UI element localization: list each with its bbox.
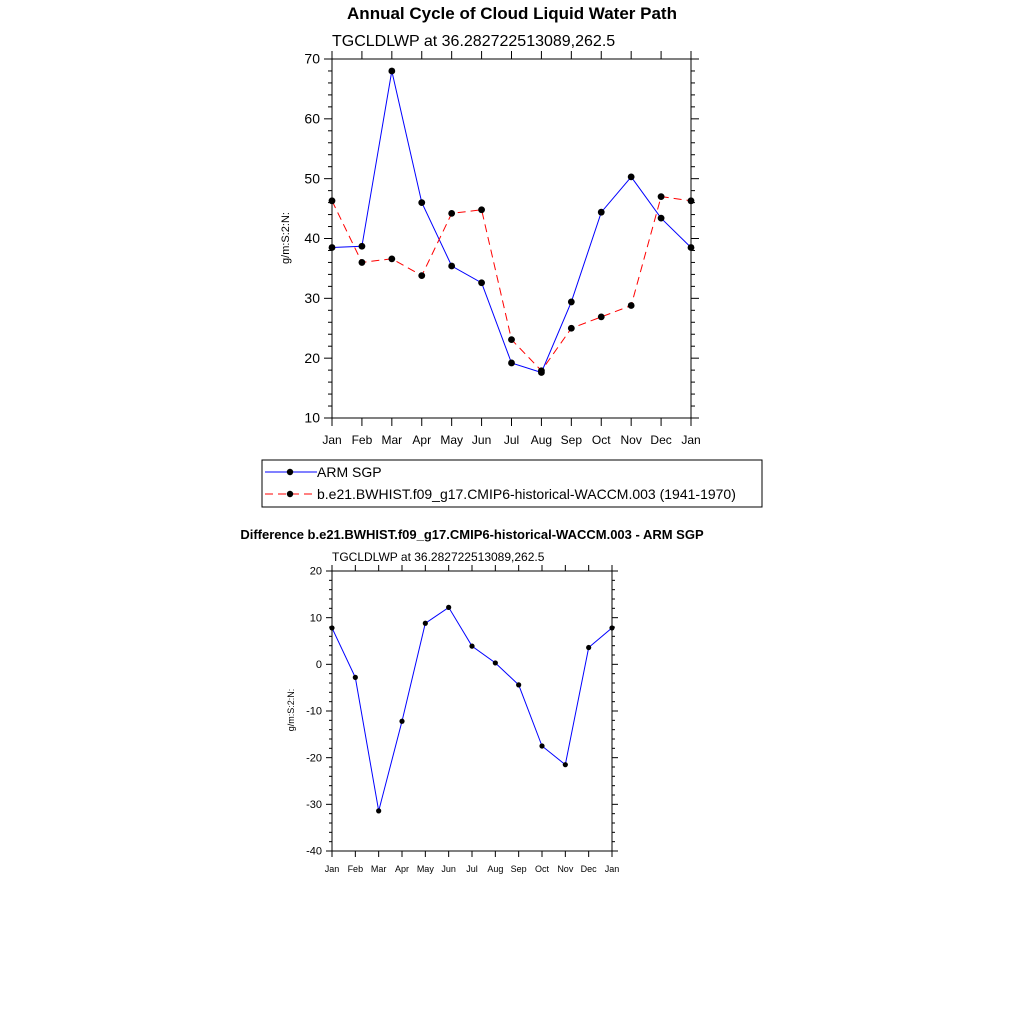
x-tick-label: Oct	[591, 433, 611, 447]
x-tick-label: Mar	[370, 864, 387, 874]
data-point	[493, 660, 498, 665]
data-point	[446, 605, 451, 610]
x-tick-label: Jan	[604, 864, 620, 874]
x-tick-label: Jul	[503, 433, 520, 447]
data-point	[448, 210, 455, 217]
y-tick-label: -30	[306, 799, 322, 811]
data-point	[538, 367, 545, 374]
x-tick-label: Jun	[441, 864, 456, 874]
legend-marker-model	[287, 491, 293, 497]
y-tick-label: -40	[306, 845, 322, 858]
legend-label-model: b.e21.BWHIST.f09_g17.CMIP6-historical-WACCM.003 (1941-1970)	[317, 486, 736, 502]
plot-marks	[329, 68, 695, 376]
y-tick-label: 40	[304, 230, 320, 247]
x-tick-label: Nov	[620, 433, 642, 447]
data-point	[478, 279, 485, 286]
data-point	[399, 719, 404, 724]
data-point	[508, 336, 515, 343]
x-tick-label: Aug	[487, 864, 504, 874]
data-point	[359, 259, 366, 266]
x-tick-label: Jan	[681, 433, 701, 447]
data-point	[586, 645, 591, 650]
data-point	[628, 302, 635, 309]
data-point	[376, 808, 381, 813]
x-tick-label: Nov	[557, 864, 574, 874]
legend-label-arm-sgp: ARM SGP	[317, 464, 382, 480]
legend	[262, 460, 762, 507]
difference-chart	[240, 527, 704, 874]
y-tick-label: 10	[304, 409, 320, 426]
difference-chart-title: Difference b.e21.BWHIST.f09_g17.CMIP6-historical-WACCM.003 - ARM SGP	[240, 527, 704, 542]
x-tick-label: Sep	[510, 864, 527, 874]
legend-marker-arm-sgp	[287, 469, 293, 475]
x-tick-label: Jun	[471, 433, 492, 447]
data-point	[418, 199, 425, 206]
data-point	[448, 263, 455, 270]
x-tick-label: May	[416, 864, 434, 874]
x-tick-label: Apr	[412, 433, 432, 447]
chart-subtitle: TGCLDLWP at 36.282722513089,262.5	[332, 33, 616, 50]
x-tick-label: Mar	[381, 433, 403, 447]
y-tick-label: 70	[304, 50, 320, 67]
series-line-0	[332, 71, 691, 373]
data-point	[359, 243, 366, 250]
data-point	[563, 762, 568, 767]
data-point	[353, 675, 358, 680]
x-tick-label: Jul	[466, 864, 478, 874]
data-point	[598, 313, 605, 320]
data-point	[329, 197, 336, 204]
chart-title: Annual Cycle of Cloud Liquid Water Path	[347, 4, 677, 23]
difference-plot-axes	[306, 565, 619, 874]
data-point	[539, 743, 544, 748]
x-tick-label: Jan	[322, 433, 342, 447]
data-point	[658, 215, 665, 222]
x-tick-label: Dec	[580, 864, 597, 874]
difference-plot-marks	[329, 605, 614, 814]
data-point	[658, 193, 665, 200]
data-point	[469, 644, 474, 649]
data-point	[418, 272, 425, 279]
data-point	[388, 255, 395, 262]
data-point	[609, 625, 614, 630]
y-tick-label: 20	[304, 349, 320, 366]
data-point	[598, 209, 605, 216]
difference-chart-subtitle: TGCLDLWP at 36.282722513089,262.5	[332, 550, 545, 564]
plot-frame	[332, 571, 612, 851]
data-point	[329, 625, 334, 630]
y-tick-label: 60	[304, 110, 320, 127]
data-point	[516, 682, 521, 687]
x-tick-label: Jan	[324, 864, 340, 874]
data-point	[508, 360, 515, 367]
data-point	[688, 197, 695, 204]
y-tick-label: 30	[304, 290, 320, 306]
data-point	[329, 244, 336, 251]
y-tick-label: 20	[309, 565, 322, 578]
series-line-0	[332, 607, 612, 811]
x-tick-label: Sep	[560, 433, 583, 447]
y-tick-label: 0	[315, 659, 322, 671]
data-point	[478, 206, 485, 213]
data-point	[568, 325, 575, 332]
y-tick-label: 50	[304, 170, 320, 187]
x-tick-label: May	[440, 433, 464, 447]
data-point	[388, 68, 395, 75]
x-tick-label: Aug	[530, 433, 553, 447]
y-tick-label: -10	[306, 705, 322, 718]
y-axis-label: g/m:S:2:N:	[280, 212, 292, 264]
x-tick-label: Dec	[650, 433, 672, 447]
x-tick-label: Oct	[534, 864, 550, 874]
data-point	[423, 621, 428, 626]
data-point	[628, 173, 635, 180]
difference-y-axis-label: g/m:S:2:N:	[286, 688, 296, 732]
x-tick-label: Feb	[347, 864, 364, 874]
data-point	[688, 244, 695, 251]
y-tick-label: -20	[306, 752, 322, 765]
x-tick-label: Apr	[394, 864, 410, 874]
series-line-1	[332, 197, 691, 371]
y-tick-label: 10	[309, 612, 322, 625]
data-point	[568, 299, 575, 306]
x-tick-label: Feb	[351, 433, 373, 447]
annual-cycle-chart	[262, 4, 762, 507]
